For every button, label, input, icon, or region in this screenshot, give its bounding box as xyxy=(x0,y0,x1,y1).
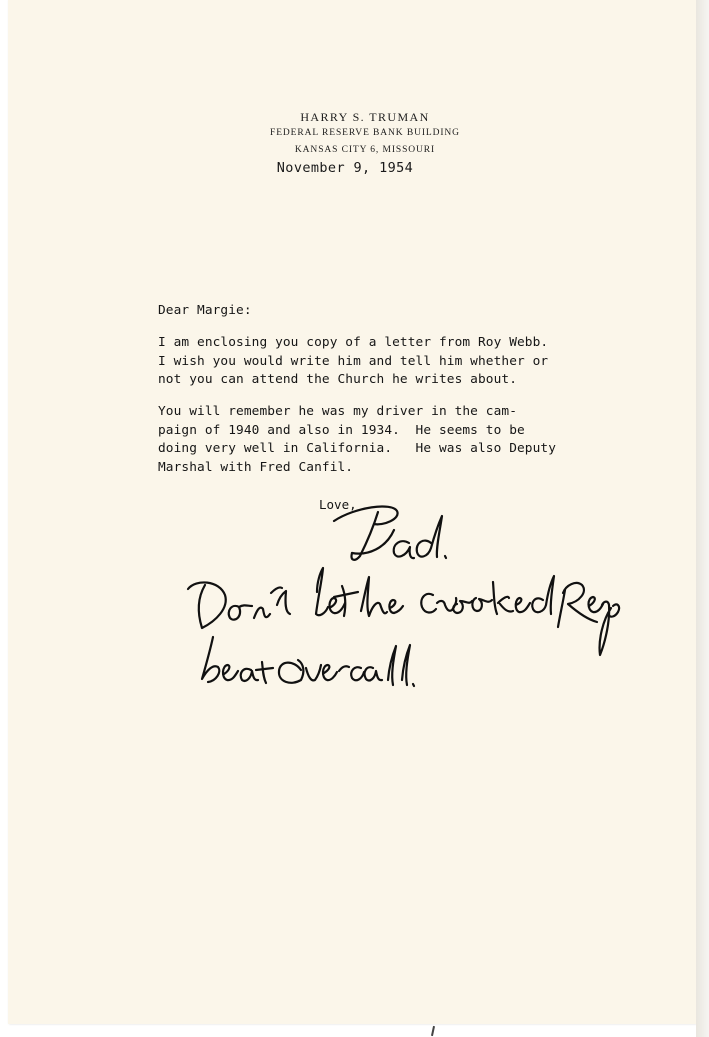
letter-date: November 9, 1954 xyxy=(276,160,414,176)
body-paragraph-1: I am enclosing you copy of a letter from Roy Webb. I wish you would write him and tell him whether or not you can attend the Church he writes about. xyxy=(158,335,549,387)
letterhead-city: KANSAS CITY 6, MISSOURI xyxy=(294,145,436,155)
body-paragraph-2: You will remember he was my driver in the cam- paign of 1940 and also in 1934. He seems to be doing very well in California. He was also Deputy Marshal with Fred Canfil. xyxy=(158,404,557,475)
postscript-line-2 xyxy=(202,637,414,686)
letterhead-name: HARRY S. TRUMAN xyxy=(300,110,430,124)
letterhead-building: FEDERAL RESERVE BANK BUILDING xyxy=(270,128,460,138)
salutation: Dear Margie: xyxy=(158,303,252,318)
closing: Love, xyxy=(319,497,357,512)
postscript-line-1 xyxy=(188,568,619,655)
signature-dad xyxy=(334,506,446,559)
